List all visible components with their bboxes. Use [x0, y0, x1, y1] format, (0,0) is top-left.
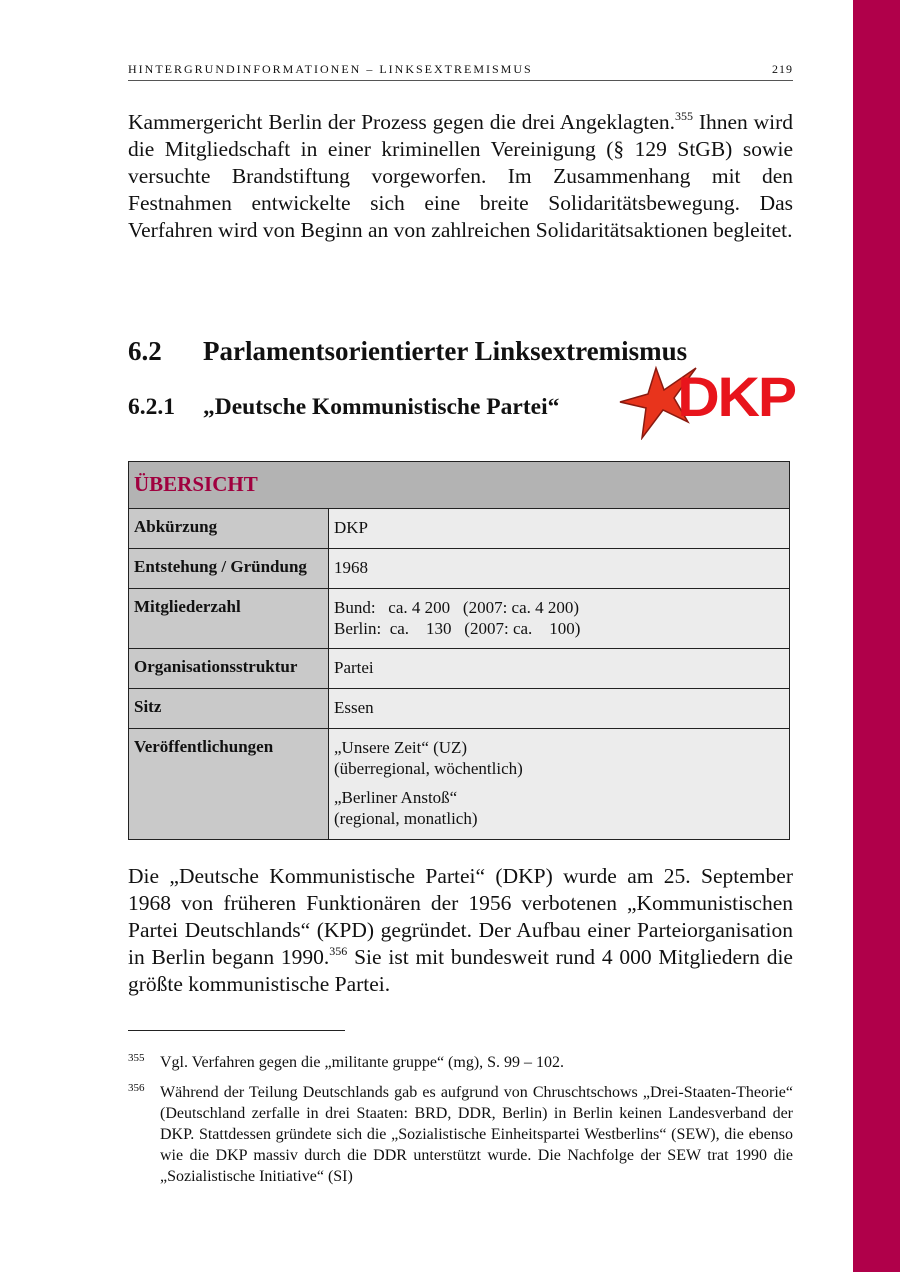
row-value: 1968 — [329, 549, 790, 589]
value-line: „Berliner Anstoß“ — [334, 788, 458, 807]
running-header — [128, 62, 793, 81]
subsection-title: „Deutsche Kommunistische Partei“ — [203, 394, 560, 420]
row-value — [329, 729, 790, 840]
value-line: (überregional, wöchentlich) — [334, 759, 523, 778]
table-row — [129, 509, 790, 549]
row-value: DKP — [329, 509, 790, 549]
row-value: Partei — [329, 649, 790, 689]
footnote-355 — [128, 1052, 793, 1073]
accent-sidebar-bar — [853, 0, 900, 1272]
footnote-text: Während der Teilung Deutschlands gab es aufgrund von Chruschtschows „Drei-Staaten-Theorie“ (Deutschland zerfalle in drei Staaten: BRD, DDR, Berlin) in Berlin keinen Landesverband der DKP. Stattdessen gründete sich die „Sozialistische Einheitspartei Westberlins“ (SEW), die ebenso wie die DKP massiv durch die DDR unterstützt wurde. Die Nachfolge der SEW trat 1990 die „Sozialistische Initiative“ (SI) — [160, 1084, 793, 1185]
value-line: (regional, monatlich) — [334, 809, 478, 828]
footnote-ref-355[interactable]: 355 — [675, 109, 694, 123]
running-header-title: HINTERGRUNDINFORMATIONEN – LINKSEXTREMISMUS — [128, 62, 533, 76]
footnote-text: Vgl. Verfahren gegen die „militante gruppe“ (mg), S. 99 – 102. — [160, 1054, 565, 1071]
table-row — [129, 549, 790, 589]
footnote-ref-356[interactable]: 356 — [329, 944, 348, 958]
row-label: Sitz — [129, 689, 329, 729]
dkp-logo — [618, 362, 818, 440]
table-row — [129, 649, 790, 689]
overview-table — [128, 461, 790, 840]
paragraph-text: Die „Deutsche Kommunistische Partei“ (DKP) wurde am 25. September 1968 von früheren Funktionären der 1956 verbotenen „Kommunistischen Partei Deutschlands“ (KPD) gegründet. Der Aufbau einer Parteiorganisation in Berlin begann 1990. — [128, 864, 793, 969]
paragraph-2 — [128, 863, 793, 998]
row-label: Entstehung / Gründung — [129, 549, 329, 589]
table-title: ÜBERSICHT — [129, 462, 790, 509]
paragraph-text: Ihnen wird die Mitgliedschaft in einer kriminellen Vereinigung (§ 129 StGB) sowie versuchte Brandstiftung vorgeworfen. Im Zusammenhang mit den Festnahmen entwickelte sich eine breite Solidaritätsbewegung. Das Verfahren wird von Beginn an von zahlreichen Solidaritätsaktionen begleitet. — [128, 110, 793, 242]
page-number: 219 — [772, 62, 793, 76]
subsection-heading — [128, 394, 559, 421]
section-title: Parlamentsorientierter Linksextremismus — [203, 336, 688, 366]
footnote-divider — [128, 1030, 345, 1031]
value-line: Bund: ca. 4 200 (2007: ca. 4 200) — [334, 598, 580, 617]
logo-text: DKP — [677, 365, 796, 428]
subsection-number: 6.2.1 — [128, 394, 175, 420]
table-row — [129, 589, 790, 649]
section-number: 6.2 — [128, 336, 162, 366]
section-heading — [128, 336, 687, 367]
footnote-356 — [128, 1082, 793, 1187]
paragraph-text: Kammergericht Berlin der Prozess gegen die drei Angeklagten. — [128, 110, 676, 134]
row-value: Essen — [329, 689, 790, 729]
footnote-mark: 355 — [128, 1052, 145, 1064]
footnote-mark: 356 — [128, 1082, 145, 1094]
row-value — [329, 589, 790, 649]
table-row — [129, 689, 790, 729]
row-label: Organisationsstruktur — [129, 649, 329, 689]
row-label: Mitgliederzahl — [129, 589, 329, 649]
row-label: Abkürzung — [129, 509, 329, 549]
table-row — [129, 729, 790, 840]
paragraph-1 — [128, 109, 793, 244]
row-label: Veröffentlichungen — [129, 729, 329, 840]
value-line: Berlin: ca. 130 (2007: ca. 100) — [334, 619, 581, 638]
value-line: „Unsere Zeit“ (UZ) — [334, 738, 468, 757]
paragraph-text: Sie ist mit bundesweit rund 4 000 Mitgliedern die größte kommunistische Partei. — [128, 945, 793, 996]
